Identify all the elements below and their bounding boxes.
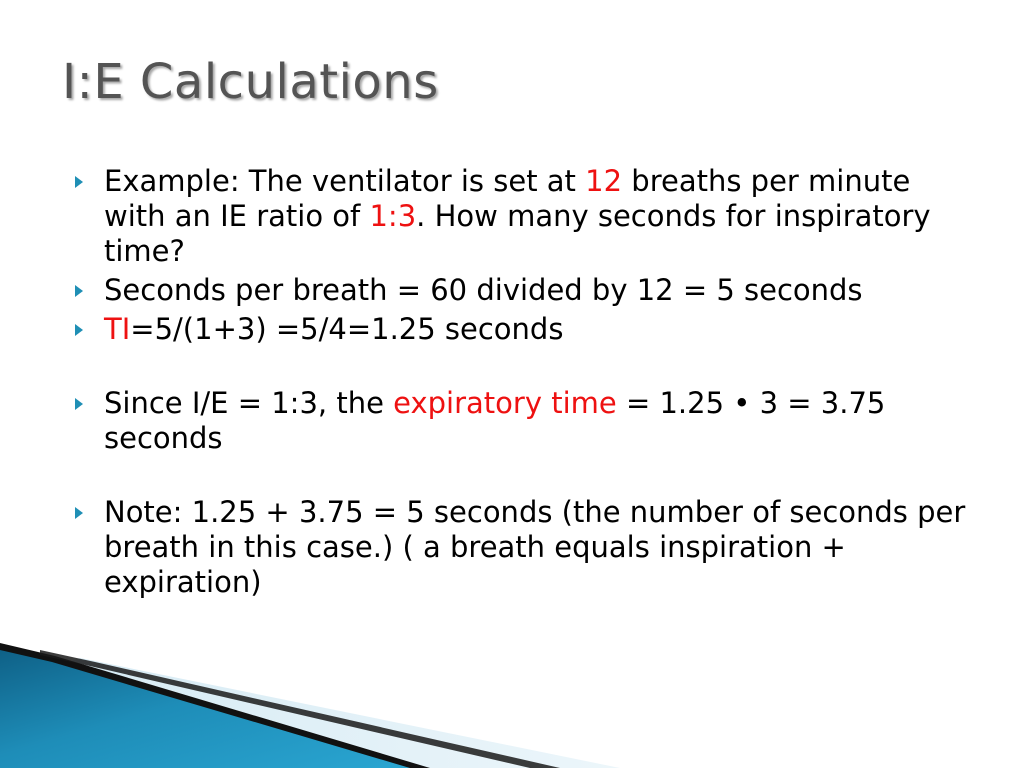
bullet-text: The ventilator is set at bbox=[239, 164, 586, 198]
bullet-text: 1.25 + 3.75 = 5 seconds (the number of seconds per breath in this case.) ( a breath equals inspiration + expiration) bbox=[104, 495, 966, 599]
bullet-arrow-icon bbox=[75, 398, 83, 410]
bullet-label: Note: bbox=[104, 495, 183, 529]
bullet-arrow-icon bbox=[75, 176, 83, 188]
bullet-text: breaths per minute with an IE ratio of bbox=[104, 164, 911, 233]
highlight-ti: TI bbox=[104, 312, 131, 346]
highlight-expiratory-time: expiratory time bbox=[393, 386, 617, 420]
bullet-note bbox=[72, 495, 972, 600]
bullet-text: Since I/E = 1:3, the bbox=[104, 386, 394, 420]
bullet-arrow-icon bbox=[75, 285, 83, 297]
bullet-list bbox=[72, 164, 972, 604]
bullet-text: Seconds per breath = 60 divided by 12 = 5 seconds bbox=[104, 273, 863, 307]
bullet-expiratory bbox=[72, 386, 972, 456]
highlight-ratio: 1:3 bbox=[369, 199, 417, 233]
corner-wave-decoration bbox=[0, 638, 1024, 768]
bullet-label: Example: bbox=[104, 164, 240, 198]
bullet-example bbox=[72, 164, 972, 269]
bullet-ti bbox=[72, 312, 972, 347]
bullet-arrow-icon bbox=[75, 324, 83, 336]
bullet-text: . How many seconds for inspiratory time? bbox=[104, 199, 931, 268]
slide-title: I:E Calculations bbox=[62, 54, 439, 110]
bullet-text: = 1.25 • 3 = 3.75 seconds bbox=[104, 386, 886, 455]
bullet-seconds-per-breath bbox=[72, 273, 972, 308]
highlight-breaths: 12 bbox=[585, 164, 623, 198]
bullet-arrow-icon bbox=[75, 507, 83, 519]
bullet-text: =5/(1+3) =5/4=1.25 seconds bbox=[130, 312, 564, 346]
